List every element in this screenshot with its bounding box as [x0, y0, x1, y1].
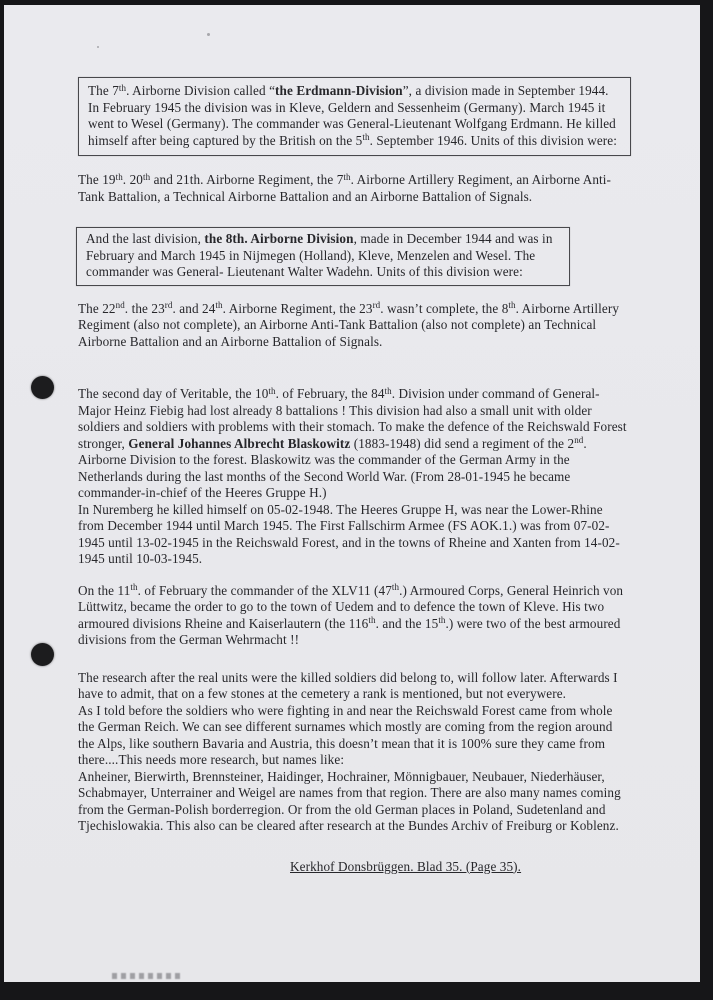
punch-hole-top [31, 376, 54, 399]
paragraph-von-luttwitz: On the 11th. of February the commander of the XLV11 (47th.) Armoured Corps, General Heinrich von Lüttwitz, became the order to go to the town of Uedem and to defence the town of Kleve. His two armoured divisions Rheine and Kaiserlautern (the 116th. and the 15th.) were two of the best armoured divisions from the German Wehrmacht !! [78, 582, 624, 647]
scan-smudge [112, 973, 182, 979]
paragraph-operation-veritable: The second day of Veritable, the 10th. of February, the 84th. Division under command of General-Major Heinz Fiebig had lost already 8 battalions ! This division had also a small unit with older soldiers and soldiers with problems with their stomach. To make the defence of the Reichswald Forest stronger, General Johannes Albrecht Blaskowitz (1883-1948) did send a regiment of the 2nd. Airborne Division to the forest. Blaskowitz was the commander of the German Army in the Netherlands during the last months of the Second World War. (From 28-01-1945 he became commander-in-chief of the Heeres Gruppe H.) In Nuremberg he killed himself on 05-02-1948. The Heeres Gruppe H, was near the Lower-Rhine from December 1944 until March 1945. The First Fallschirm Armee (FS AOK.1.) was from 07-02-1945 until 13-02-1945 in the Reichswald Forest, and in the towns of Rheine and Xanten from 14-02-1945 until 10-03-1945. [78, 385, 627, 566]
paragraph-units-of-8th-division: The 22nd. the 23rd. and 24th. Airborne Regiment, the 23rd. wasn’t complete, the 8th. Airborne Artillery Regiment (also not complete), an Airborne Anti-Tank Battalion (also not complete) an Technical Airborne Battalion and an Airborne Battalion of Signals. [78, 300, 620, 349]
punch-hole-bottom [31, 643, 54, 666]
document-body [78, 77, 631, 875]
paragraph-research-surnames: The research after the real units were the killed soldiers did belong to, will follow later. Afterwards I have to admit, that on a few stones at the cemetery a rank is mentioned, but not everywere. As I told before the soldiers who were fighting in and near the Reichswald Forest came from whole the German Reich. We can see different surnames which mostly are coming from the region around the Alps, like southern Bavaria and Austria, this doesn’t mean that it is 100% sure they came from there....This needs more research, but names like: Anheiner, Bierwirth, Brennsteiner, Haidinger, Hochrainer, Mönnigbauer, Neubauer, Niederhäuser, Schabmayer, Unterrainer and Weigel are names from that region. There are also many names coming from the German-Polish borderregion. Or from the old German places in Poland, Sudetenland and Tjechislowakia. This also can be cleared after research at the Bundes Archiv of Freiburg or Koblenz. [78, 669, 621, 833]
scan-speck [207, 33, 210, 36]
paragraph-units-of-7th-division: The 19th. 20th and 21th. Airborne Regiment, the 7th. Airborne Artillery Regiment, an Airborne Anti-Tank Battalion, a Technical Airborne Battalion and an Airborne Battalion of Signals. [78, 171, 612, 204]
boxed-paragraph-8th-airborne-division: And the last division, the 8th. Airborne Division, made in December 1944 and was in February and March 1945 in Nijmegen (Holland), Kleve, Menzelen and Wesel. The commander was General- Lieutenant Walter Wadehn. Units of this division were: [76, 227, 570, 286]
scan-speck [97, 46, 99, 48]
paper-sheet [4, 5, 700, 982]
page-footer-caption: Kerkhof Donsbrüggen. Blad 35. (Page 35). [290, 858, 522, 874]
boxed-paragraph-7th-airborne-division: The 7th. Airborne Division called “the Erdmann-Division”, a division made in September 1944. In February 1945 the division was in Kleve, Geldern and Sessenheim (Germany). March 1945 it went to Wesel (Germany). The commander was General-Lieutenant Wolfgang Erdmann. He killed himself after being captured by the British on the 5th. September 1946. Units of this division were: [78, 77, 631, 156]
